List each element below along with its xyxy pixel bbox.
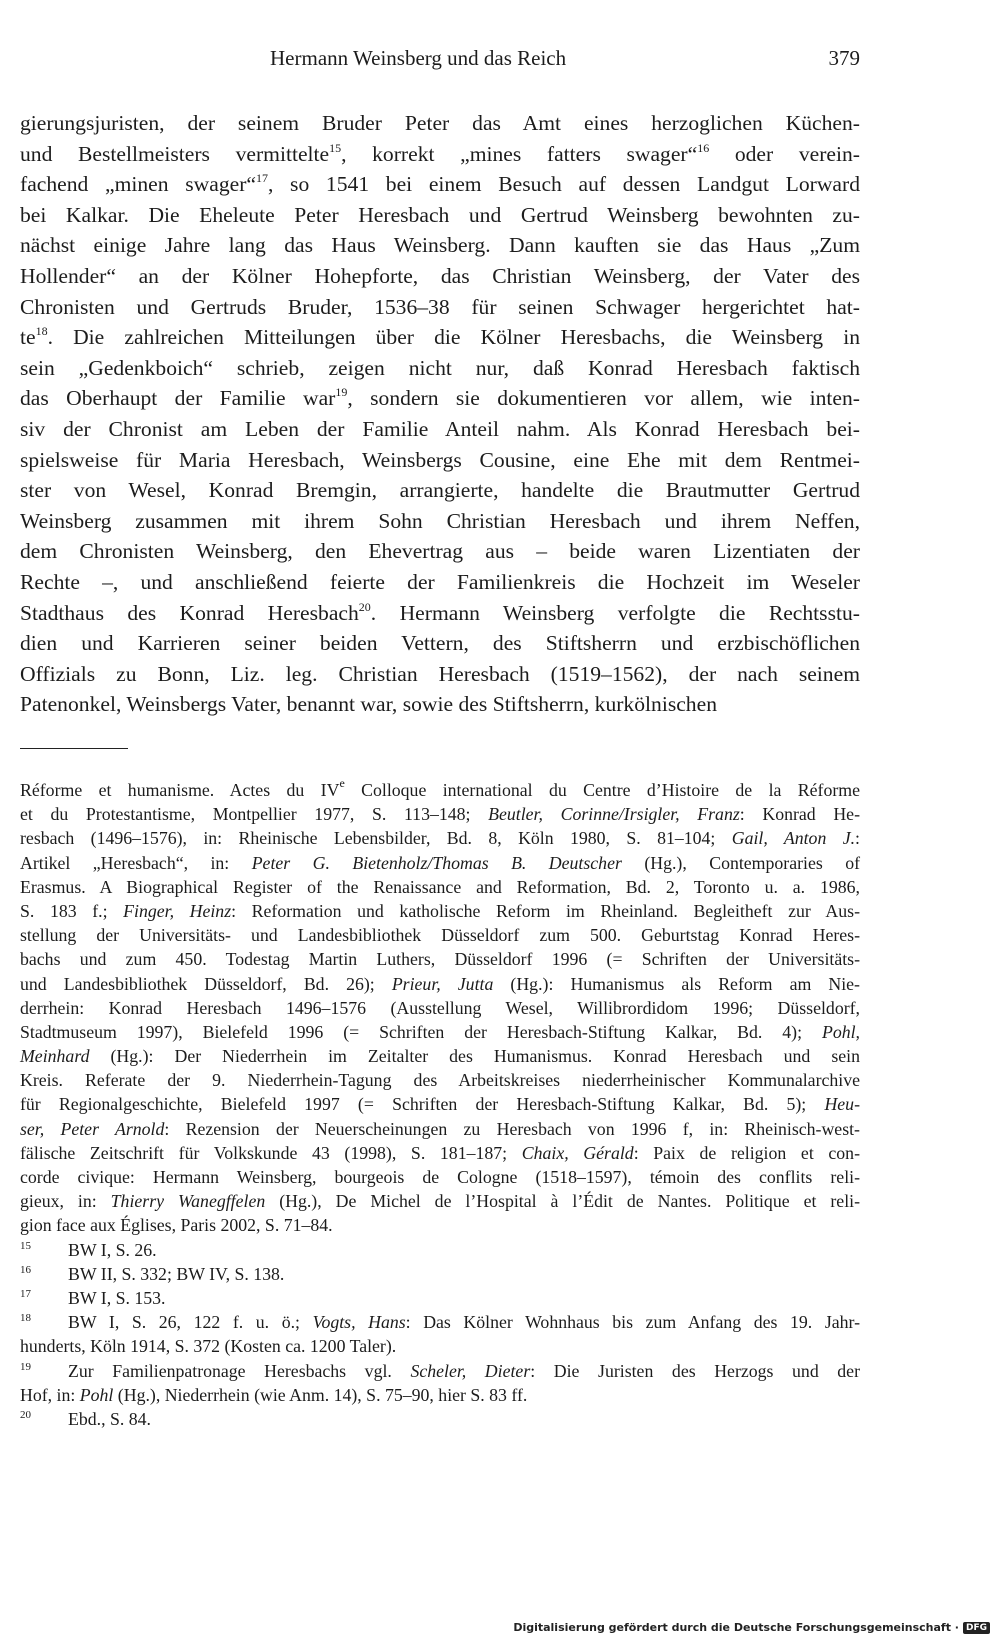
footnote-number-box	[20, 1238, 68, 1262]
note-line	[20, 923, 860, 947]
footnote	[20, 1359, 860, 1407]
text-run: das Oberhaupt der Familie war	[20, 386, 336, 411]
text-run: und Bestellmeisters vermittelte	[20, 141, 330, 166]
text-run: corde civique: Hermann Weinsberg, bourgeois de Cologne (1518–1597), témoin des conflits reli-	[20, 1167, 860, 1187]
footnote-separator	[20, 748, 128, 749]
footnote-line	[20, 1407, 860, 1431]
text-run: Erasmus. A Biographical Register of the Renaissance and Reformation, Bd. 2, Toronto u. a. 1986,	[20, 876, 860, 897]
text-run: BW II, S. 332; BW IV, S. 138.	[68, 1263, 285, 1284]
footnote	[20, 1407, 860, 1431]
text-line	[20, 536, 860, 567]
footnote-number-box	[20, 1359, 68, 1383]
footnote-number: 16	[20, 1263, 31, 1276]
author-name: Gail, Anton J.	[731, 828, 856, 849]
note-line	[20, 1213, 860, 1237]
text-run: et du Protestantisme, Montpellier 1977, S. 113–148;	[20, 804, 489, 825]
footnote-number-box	[20, 1262, 68, 1286]
footnote	[20, 1286, 860, 1310]
text-run: Patenonkel, Weinsbergs Vater, benannt war, sowie des Stiftsherrn, kurkölnischen	[20, 692, 717, 717]
text-line	[20, 598, 860, 629]
note-line	[20, 826, 860, 850]
text-run: sein „Gedenkboich“ schrieb, zeigen nicht nur, daß Konrad Heresbach faktisch	[20, 355, 860, 380]
text-line	[20, 353, 860, 384]
text-run: resbach (1496–1576), in: Rheinische Lebensbilder, Bd. 8, Köln 1980, S. 81–104;	[20, 828, 732, 849]
footnote-ref: 16	[697, 140, 710, 155]
footnote-line	[20, 1310, 860, 1334]
text-line	[20, 108, 860, 139]
text-run: und Landesbibliothek Düsseldorf, Bd. 26);	[20, 973, 392, 994]
text-run: , sondern sie dokumentieren vor allem, wie inten-	[347, 386, 860, 411]
text-run: dem Chronisten Weinsberg, den Ehevertrag aus – beide waren Lizentiaten der	[20, 539, 860, 564]
text-line	[20, 659, 860, 690]
note-line	[20, 1141, 860, 1165]
text-run: BW I, S. 153.	[68, 1287, 166, 1308]
footnote-number: 18	[20, 1312, 31, 1325]
note-line	[20, 1044, 860, 1068]
text-line	[20, 292, 860, 323]
text-line	[20, 628, 860, 659]
text-run: siv der Chronist am Leben der Familie Anteil nahm. Als Konrad Heresbach bei-	[20, 416, 860, 441]
text-run: BW I, S. 26, 122 f. u. ö.;	[68, 1312, 313, 1333]
note-line	[20, 1189, 860, 1213]
text-run: (Hg.), Contemporaries of	[621, 852, 861, 873]
note-line	[20, 778, 860, 802]
text-run: Rechte –, und anschließend feierte der Familienkreis die Hochzeit im Weseler	[20, 569, 860, 594]
text-line	[20, 169, 860, 200]
footnote-line	[20, 1334, 860, 1358]
text-run: stellung der Universitäts- und Landesbibliothek Düsseldorf zum 500. Geburtstag Konrad Heres-	[20, 925, 860, 946]
footnote-number: 17	[20, 1287, 31, 1300]
footnote	[20, 1238, 860, 1262]
text-run: fachend „minen swager“	[20, 172, 256, 197]
text-run: : Das Kölner Wohnhaus bis zum Anfang des 19. Jahr-	[405, 1312, 861, 1333]
footnote-number-box	[20, 1310, 68, 1334]
text-run: , so 1541 bei einem Besuch auf dessen Landgut Lorward	[267, 172, 860, 197]
note-line	[20, 996, 860, 1020]
author-name: Vogts, Hans	[312, 1312, 406, 1333]
text-run: :	[855, 828, 860, 849]
text-run: gierungsjuristen, der seinem Bruder Peter das Amt eines herzoglichen Küchen-	[20, 111, 860, 135]
text-run: dien und Karrieren seiner beiden Vettern, des Stiftsherrn und erzbischöflichen	[20, 631, 860, 656]
note-line	[20, 1117, 860, 1141]
text-line	[20, 475, 860, 506]
footnote-line	[20, 1286, 860, 1310]
author-name: Peter G. Bietenholz/Thomas B. Deutscher	[251, 852, 622, 873]
footnote-line	[20, 1238, 860, 1262]
footnote-ref: e	[339, 776, 345, 790]
text-run: nächst einige Jahre lang das Haus Weinsberg. Dann kauften sie das Haus „Zum	[20, 233, 860, 258]
running-title: Hermann Weinsberg und das Reich	[270, 46, 567, 70]
text-run: bei Kalkar. Die Eheleute Peter Heresbach und Gertrud Weinsberg bewohnten zu-	[20, 202, 860, 227]
running-header	[20, 46, 860, 76]
author-name: Finger, Heinz	[123, 900, 232, 921]
text-line	[20, 383, 860, 414]
note-line	[20, 1020, 860, 1044]
text-run: Weinsberg zusammen mit ihrem Sohn Christian Heresbach und ihrem Neffen,	[20, 508, 860, 533]
text-run: spielsweise für Maria Heresbach, Weinsbergs Cousine, eine Ehe mit dem Rentmei-	[20, 447, 860, 472]
author-name: Beutler, Corinne/Irsigler, Franz	[488, 804, 740, 825]
text-run: gion face aux Églises, Paris 2002, S. 71–84.	[20, 1215, 333, 1236]
author-name: Meinhard	[20, 1046, 90, 1067]
text-line	[20, 139, 860, 170]
note-line	[20, 1165, 860, 1189]
note-line	[20, 972, 860, 996]
footnote-line	[20, 1262, 860, 1286]
dfg-logo-icon: DFG	[963, 1622, 990, 1634]
text-run: Offizials zu Bonn, Liz. leg. Christian Heresbach (1519–1562), der nach seinem	[20, 661, 860, 686]
credit-text: Digitalisierung gefördert durch die Deutsche Forschungsgemeinschaft ·	[513, 1621, 959, 1634]
note-line	[20, 899, 860, 923]
text-run: oder verein-	[709, 141, 860, 166]
text-run: Stadtmuseum 1997), Bielefeld 1996 (= Schriften der Heresbach-Stiftung Kalkar, Bd. 4);	[20, 1021, 822, 1042]
text-run: BW I, S. 26.	[68, 1239, 157, 1260]
text-run: S. 183 f.;	[20, 900, 124, 921]
footnote-line	[20, 1359, 860, 1383]
footnote-number-box	[20, 1286, 68, 1310]
author-name: Thierry Wanegffelen	[110, 1191, 266, 1212]
author-name: Chaix, Gérald	[521, 1142, 634, 1163]
text-run: derrhein: Konrad Heresbach 1496–1576 (Ausstellung Wesel, Willibrordidom 1996; Düsseldorf,	[20, 997, 860, 1018]
note-line	[20, 802, 860, 826]
text-line	[20, 414, 860, 445]
text-run: te	[20, 325, 36, 350]
footnote	[20, 1262, 860, 1286]
page-number: 379	[828, 46, 860, 70]
note-line	[20, 947, 860, 971]
text-line	[20, 230, 860, 261]
note-line	[20, 875, 860, 899]
text-run: ster von Wesel, Konrad Bremgin, arrangierte, handelte die Brautmutter Gertrud	[20, 478, 860, 503]
text-run: (Hg.), De Michel de l’Hospital à l’Édit de Nantes. Politique et reli-	[265, 1191, 860, 1212]
text-run: hunderts, Köln 1914, S. 372 (Kosten ca. 1200 Taler).	[20, 1336, 397, 1357]
footnote	[20, 1310, 860, 1358]
text-line	[20, 567, 860, 598]
text-run: Chronisten und Gertruds Bruder, 1536–38 für seinen Schwager hergerichtet hat-	[20, 294, 860, 319]
text-run: : Paix de religion et con-	[633, 1142, 860, 1163]
footnote-ref: 18	[35, 324, 48, 339]
author-name: Scheler, Dieter	[410, 1360, 531, 1381]
main-text	[20, 108, 860, 720]
note-line	[20, 1092, 860, 1116]
text-line	[20, 200, 860, 231]
footnote-number: 20	[20, 1408, 31, 1421]
text-run: Artikel „Heresbach“, in:	[20, 852, 252, 873]
text-run: . Hermann Weinsberg verfolgte die Rechtsstu-	[370, 600, 860, 625]
note-line	[20, 851, 860, 875]
note-line	[20, 1068, 860, 1092]
continued-footnote	[20, 778, 860, 1238]
footnotes-block	[20, 778, 860, 1431]
footnote-ref: 17	[255, 171, 268, 186]
author-name: ser, Peter Arnold	[20, 1118, 165, 1139]
text-line	[20, 689, 860, 720]
text-run: Zur Familienpatronage Heresbachs vgl.	[68, 1360, 411, 1381]
footnote-number-box	[20, 1407, 68, 1431]
text-run: Réforme et humanisme. Actes du IV	[20, 780, 340, 800]
footnote-line	[20, 1383, 860, 1407]
text-run: Kreis. Referate der 9. Niederrhein-Tagung des Arbeitskreises niederrheinischer Kommunalarchive	[20, 1070, 860, 1091]
footnote-number: 19	[20, 1360, 31, 1373]
text-line	[20, 445, 860, 476]
text-run: Stadthaus des Konrad Heresbach	[20, 600, 359, 625]
footnote-ref: 20	[358, 599, 371, 614]
text-run: (Hg.), Niederrhein (wie Anm. 14), S. 75–90, hier S. 83 ff.	[113, 1384, 528, 1405]
footnote-ref: 19	[335, 385, 348, 400]
text-line	[20, 506, 860, 537]
text-line	[20, 322, 860, 353]
footnote-list	[20, 1238, 860, 1432]
text-run: . Die zahlreichen Mitteilungen über die Kölner Heresbachs, die Weinsberg in	[47, 325, 860, 350]
text-line	[20, 261, 860, 292]
text-run: : Die Juristen des Herzogs und der	[530, 1360, 860, 1381]
text-run: : Rezension der Neuerscheinungen zu Heresbach von 1996 f, in: Rheinisch-west-	[164, 1118, 860, 1139]
text-run: : Reformation und katholische Reform im Rheinland. Begleitheft zur Aus-	[231, 900, 860, 921]
text-run: Ebd., S. 84.	[68, 1408, 151, 1429]
text-run: : Konrad He-	[739, 804, 860, 825]
footnote-ref: 15	[329, 140, 342, 155]
text-run: gieux, in:	[20, 1191, 111, 1212]
text-run: bachs und zum 450. Todestag Martin Luthers, Düsseldorf 1996 (= Schriften der Universitäts-	[20, 949, 860, 970]
text-run: Hollender“ an der Kölner Hohepforte, das Christian Weinsberg, der Vater des	[20, 263, 860, 288]
text-run: (Hg.): Humanismus als Reform am Nie-	[493, 973, 860, 994]
text-run: für Regionalgeschichte, Bielefeld 1997 (= Schriften der Heresbach-Stiftung Kalkar, Bd. 5);	[20, 1094, 825, 1115]
text-run: Hof, in:	[20, 1384, 80, 1405]
text-run: (Hg.): Der Niederrhein im Zeitalter des Humanismus. Konrad Heresbach und sein	[89, 1046, 860, 1067]
text-run: , korrekt „mines fatters swager“	[341, 141, 698, 166]
text-run: Colloque international du Centre d’Histoire de la Réforme	[344, 780, 860, 800]
digitization-credit	[513, 1621, 990, 1634]
text-run: fälische Zeitschrift für Volkskunde 43 (1998), S. 181–187;	[20, 1142, 522, 1163]
footnote-number: 15	[20, 1239, 31, 1252]
author-name: Pohl,	[821, 1021, 860, 1042]
author-name: Pohl	[79, 1384, 114, 1405]
author-name: Heu-	[824, 1094, 860, 1115]
author-name: Prieur, Jutta	[391, 973, 494, 994]
